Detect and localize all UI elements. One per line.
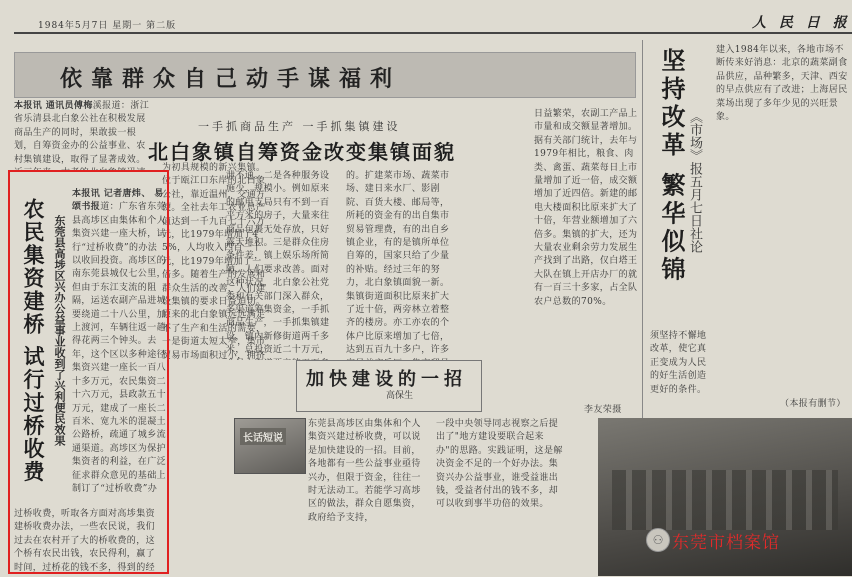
feature-kicker: 一手抓商品生产 一手抓集镇建设 bbox=[198, 120, 401, 133]
editorial-subtitle: 《市场》报五月七日社论 bbox=[687, 110, 702, 253]
red-article-subtitle: 东莞县高埗区兴办公益事业收到了兴利便民效果 bbox=[53, 215, 66, 446]
editorial-caption: （本报有删节） bbox=[780, 399, 846, 409]
second-article-author: 高保生 bbox=[386, 391, 414, 401]
lead-text: 溪报道：浙江省乐清县北白象公社在积极发展商品生产的同时，果敢拔一根划，自筹资金办的公益事业、农村集镇建设，取得了显著成效。 bbox=[14, 101, 150, 165]
feature-headline: 北白象镇自筹资金改变集镇面貌 bbox=[148, 140, 456, 164]
red-article-closing: 过桥收费，听取各方面对高埗集资建桥收费办法，一些农民说，我们过去在农村开了大的桥收费的，这个桥有农民出钱，农民得利，赢了时间，过桥花的钱不多，得到的经 bbox=[14, 509, 156, 572]
red-article-title: 农民集资建桥 试行过桥收费 bbox=[21, 198, 46, 484]
masthead: 人 民 日 报 bbox=[752, 15, 851, 31]
market-photo-detail bbox=[612, 470, 838, 530]
red-article-byline: 本报讯 记者唐炜、 易颂书报 bbox=[72, 189, 164, 213]
second-article-col-2: 一段中央领导同志视察之后提出了"地方建设要联合起来办"的思路。实践证明，这是解决资金不足的一个好办法。集资兴办公益事业，谁受益谁出钱，受益者付出的钱不多，却可以收到事半功倍的效果。 bbox=[436, 419, 563, 510]
feature-col-2: 泄不通。二是各种服务设施少，规模小。例如原来的邮电支局只有不到一百平方米的房子，大量来往商品包裹无处存放，只好露天堆积。三是群众住房条件差，镇上娱乐场所简陋，人们要求改善。面对这种状况，北白象公社党委和有关部门深入群众，多渠道筹集资金，一手抓商品生产，一手抓集镇建设，镇内新修街道两千多米，总投资近二十万元， bbox=[226, 171, 330, 356]
wechat-icon: ⚇ bbox=[646, 528, 670, 552]
editorial-top-text: 建入1984年以来，各地市场不断传来好消息：北京的蔬菜副食品供应，品种繁多，天津、西安的早点供应有了改进；上海居民菜场出现了多年少见的兴旺景象。 bbox=[716, 45, 848, 123]
lead-article bbox=[14, 100, 154, 170]
second-article-title: 加快建设的一招 bbox=[306, 369, 467, 390]
feature-col-1: 为初具规模的新兴集镇。位于瓯江口东岸的北白象公社，靠近温州，交通方便。全社去年工农业总产值达到一千九百七十六万元，比1979年增加了45%，人均收入四百一十元，比1979年增加了一倍多。随着生产的发展和群众生活的改善，人们建设集镇的要求日益迫切。原来的北白象镇远远满足不了生产和生活的需要，一是街道太短太窄，集市贸易市场面积过小，拥挤 bbox=[162, 163, 266, 361]
lead-byline: 本报讯 通讯员傅梅 bbox=[14, 101, 93, 111]
feature-col-3: 的。扩建菜市场、蔬菜市场、建日来水厂、影剧院、百货大楼、邮局等，所耗的资金有的出自集市贸易管理费，有的出自乡镇企业，有的是镇所单位自筹的，国家只给了少量的补贴。经过三年的努力，北白象镇面貌一新。集镇街道面积比原来扩大了近十倍，两旁林立着整齐的楼房。亦工亦农的个体户比原来增加了七倍，达到五百九十多户，许多 bbox=[346, 171, 450, 356]
red-article-body bbox=[72, 188, 166, 494]
second-article-col-1: 东莞县高埗区由集体和个人集资兴建过桥收费，可以说是加快建设的一招。目前，各地都有一些公益事业亟待兴办，但限于资金，往往一时无法动工。若能学习高埗区的做法，群众自愿集资，政府给予支持， bbox=[308, 419, 421, 523]
inset-photo-label: 长话短说 bbox=[240, 428, 286, 445]
editorial-bottom-text: 须坚持不懈地改革，使它真正变成为人民的好生活创造更好的条件。 bbox=[650, 331, 707, 395]
issue-date: 1984年5月7日 星期一 第二版 bbox=[38, 21, 177, 31]
editorial-headline: 坚持改革 繁华似锦 bbox=[657, 48, 686, 285]
banner-title: 依靠群众自己动手谋福利 bbox=[60, 66, 402, 92]
header-rule bbox=[14, 32, 852, 34]
red-article-text: 道：广东省东莞县高埗区由集体和个人集资兴建一座大桥，试行“过桥收费”的办法以收回投资。高埗区的南东莞县城仅七公里，但由于东江支流的阻隔，运送农副产品进城要绕道二十八公里，加上渡河，车辆往返一趟得花两三个钟头。去年，这个区以多种途径集资兴建一座长一百八十多万元，农民集资二十六万元，县政款五十万元，建成了一座长二百米、宽九米的混凝土公路桥，疏通了城乡流通渠道。高埗区为保护集资者的利益，在广泛征求群众意见的基础上制订了“过桥收费”办 bbox=[72, 202, 166, 494]
photo-byline: 李友荣摄 bbox=[584, 405, 622, 415]
inset-photo bbox=[234, 418, 306, 474]
feature-col-4: 日益繁荣，农副工产品上市量和成交额显著增加。据有关部门统计，去年与1979年相比，粮食、肉类、禽蛋、蔬菜每日上市量增加了近一倍，成交额增加了近四倍。新建的邮电大楼面积比原来扩大了十倍，年营业额增加了六倍多。集镇的扩大，还为大量农业剩余劳力发展生产找到了出路，仅白塔王大队在镇上开店办厂的就有一百三十多家，占全队农户总数的70%。 bbox=[534, 109, 638, 307]
editorial-body bbox=[716, 44, 850, 416]
archive-watermark: 东莞市档案馆 bbox=[672, 533, 780, 553]
